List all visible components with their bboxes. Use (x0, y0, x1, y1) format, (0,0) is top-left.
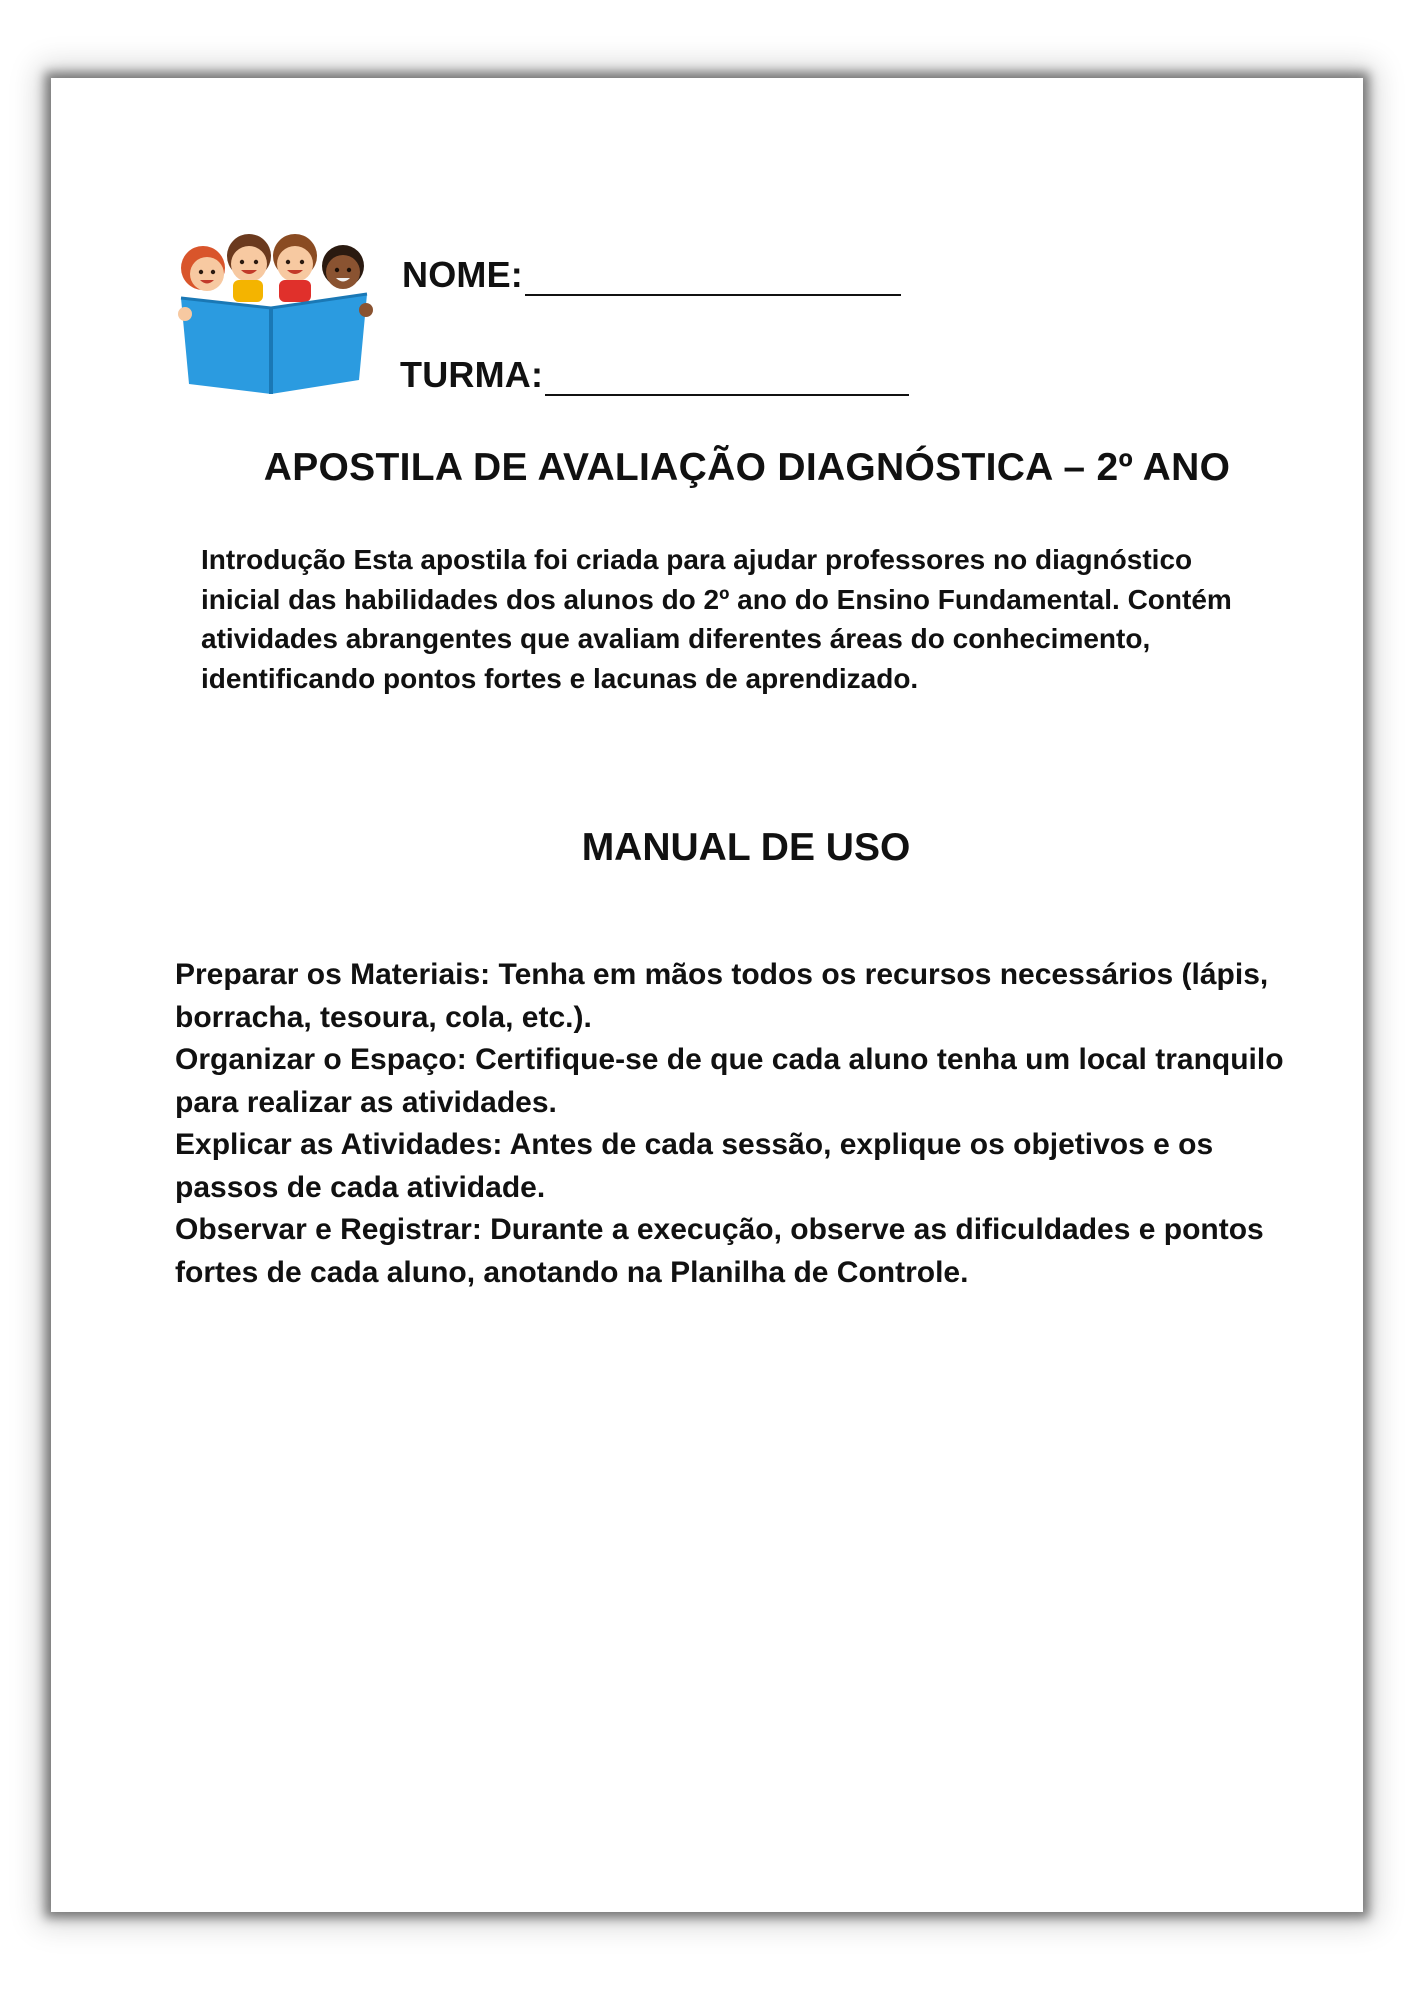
class-label: TURMA: (400, 354, 544, 395)
document-page (51, 78, 1363, 1912)
class-blank-line[interactable] (545, 366, 909, 396)
manual-item: Explicar as Atividades: Antes de cada sessão, explique os objetivos e os passos de cada atividade. (175, 1128, 1214, 1204)
manual-item: Preparar os Materiais: Tenha em mãos todos os recursos necessários (lápis, borracha, tesoura, cola, etc.). (175, 958, 1269, 1034)
name-field[interactable] (402, 254, 901, 296)
manual-heading: MANUAL DE USO (581, 826, 911, 869)
document-title: APOSTILA DE AVALIAÇÃO DIAGNÓSTICA – 2º ANO (263, 446, 1231, 489)
name-blank-line[interactable] (525, 266, 901, 296)
name-label: NOME: (402, 254, 523, 295)
manual-item: Organizar o Espaço: Certifique-se de que cada aluno tenha um local tranquilo para realizar as atividades. (175, 1043, 1284, 1119)
manual-item: Observar e Registrar: Durante a execução, observe as dificuldades e pontos fortes de cada aluno, anotando na Planilha de Controle. (175, 1213, 1264, 1289)
intro-paragraph: Introdução Esta apostila foi criada para ajudar professores no diagnóstico inicial das habilidades dos alunos do 2º ano do Ensino Fundamental. Contém atividades abrangentes que avaliam diferentes áreas do conhecimento, identificando pontos fortes e lacunas de aprendizado. (201, 544, 1232, 694)
manual-instructions (175, 954, 1295, 1294)
children-reading-book-icon (171, 226, 381, 396)
class-field[interactable] (400, 354, 909, 396)
